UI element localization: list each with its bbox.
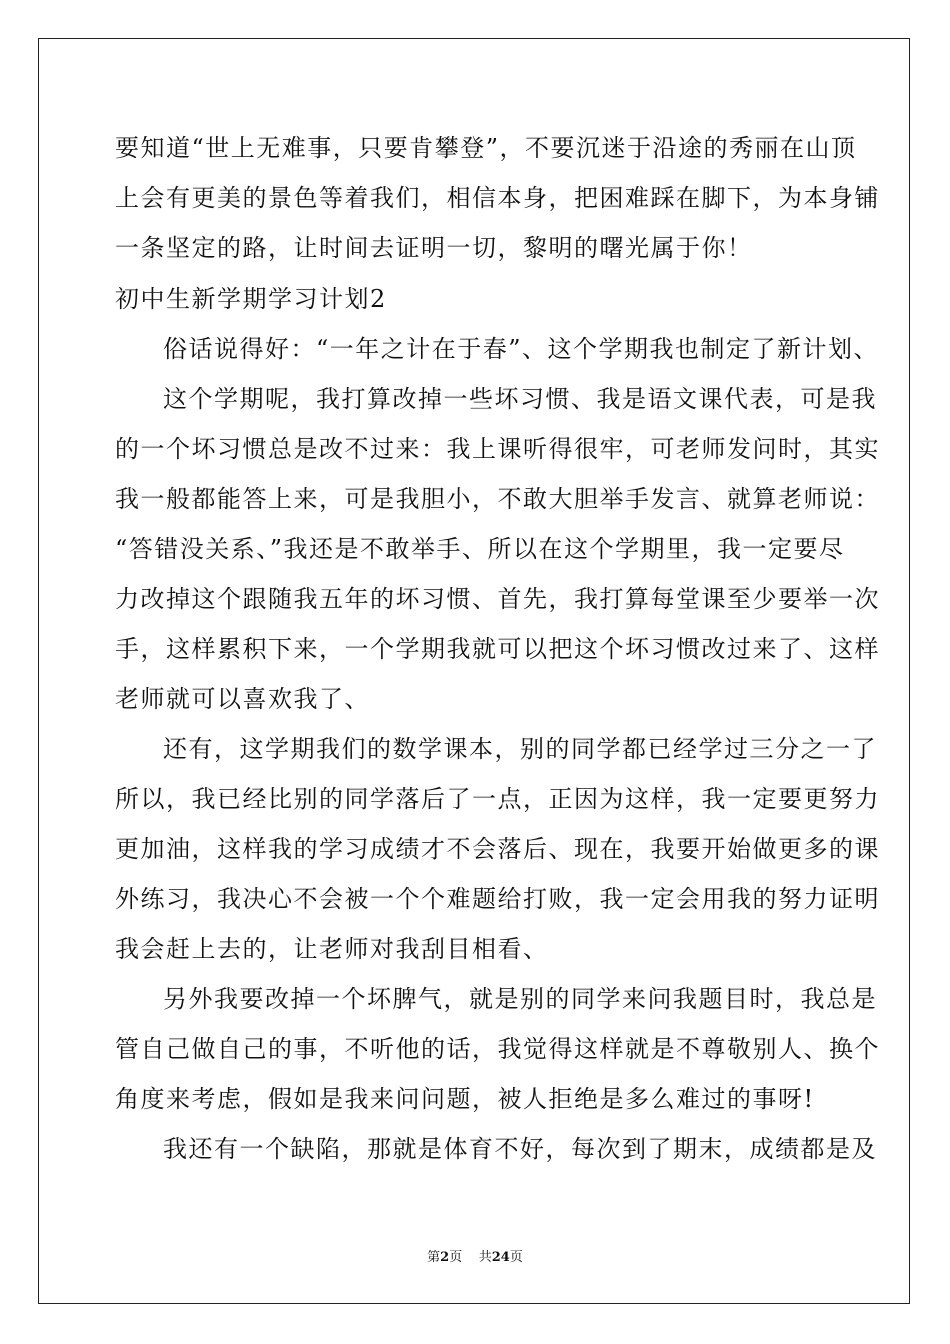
body-line: 要知道“世上无难事，只要肯攀登”，不要沉迷于沿途的秀丽在山顶 xyxy=(115,134,857,162)
body-line: 上会有更美的景色等着我们，相信本身，把困难踩在脚下，为本身铺 xyxy=(115,184,880,212)
body-line: 更加油，这样我的学习成绩才不会落后、现在，我要开始做更多的课 xyxy=(115,835,880,863)
body-line: 俗话说得好：“一年之计在于春”、这个学期我也制定了新计划、 xyxy=(163,335,880,363)
body-line: 我一般都能答上来，可是我胆小，不敢大胆举手发言、就算老师说： xyxy=(115,485,880,513)
page-footer xyxy=(0,1246,950,1265)
body-line: 管自己做自己的事，不听他的话，我觉得这样就是不尊敬别人、换个 xyxy=(115,1035,880,1063)
body-line: “答错没关系、”我还是不敢举手、所以在这个学期里，我一定要尽 xyxy=(115,535,845,563)
body-line: 力改掉这个跟随我五年的坏习惯、首先，我打算每堂课至少要举一次 xyxy=(115,585,880,613)
body-line: 我还有一个缺陷，那就是体育不好，每次到了期末，成绩都是及 xyxy=(163,1135,877,1163)
body-line: 手，这样累积下来，一个学期我就可以把这个坏习惯改过来了、这样 xyxy=(115,635,880,663)
body-line: 老师就可以喜欢我了、 xyxy=(115,685,370,713)
body-line: 的一个坏习惯总是改不过来：我上课听得很牢，可老师发问时，其实 xyxy=(115,435,880,463)
body-line: 还有，这学期我们的数学课本，别的同学都已经学过三分之一了 xyxy=(163,735,877,763)
body-line: 一条坚定的路，让时间去证明一切，黎明的曙光属于你！ xyxy=(115,234,753,262)
body-line: 我会赶上去的，让老师对我刮目相看、 xyxy=(115,935,549,963)
body-line: 这个学期呢，我打算改掉一些坏习惯、我是语文课代表，可是我 xyxy=(163,385,877,413)
page-number: 第2页 xyxy=(427,1250,463,1265)
body-line: 所以，我已经比别的同学落后了一点，正因为这样，我一定要更努力 xyxy=(115,785,880,813)
page-border xyxy=(38,38,910,1304)
section-heading: 初中生新学期学习计划2 xyxy=(115,285,387,313)
body-line: 另外我要改掉一个坏脾气，就是别的同学来问我题目时，我总是 xyxy=(163,985,877,1013)
body-line: 外练习，我决心不会被一个个难题给打败，我一定会用我的努力证明 xyxy=(115,885,880,913)
body-line: 角度来考虑，假如是我来问问题，被人拒绝是多么难过的事呀! xyxy=(115,1085,815,1113)
page-total: 共24页 xyxy=(478,1250,523,1265)
